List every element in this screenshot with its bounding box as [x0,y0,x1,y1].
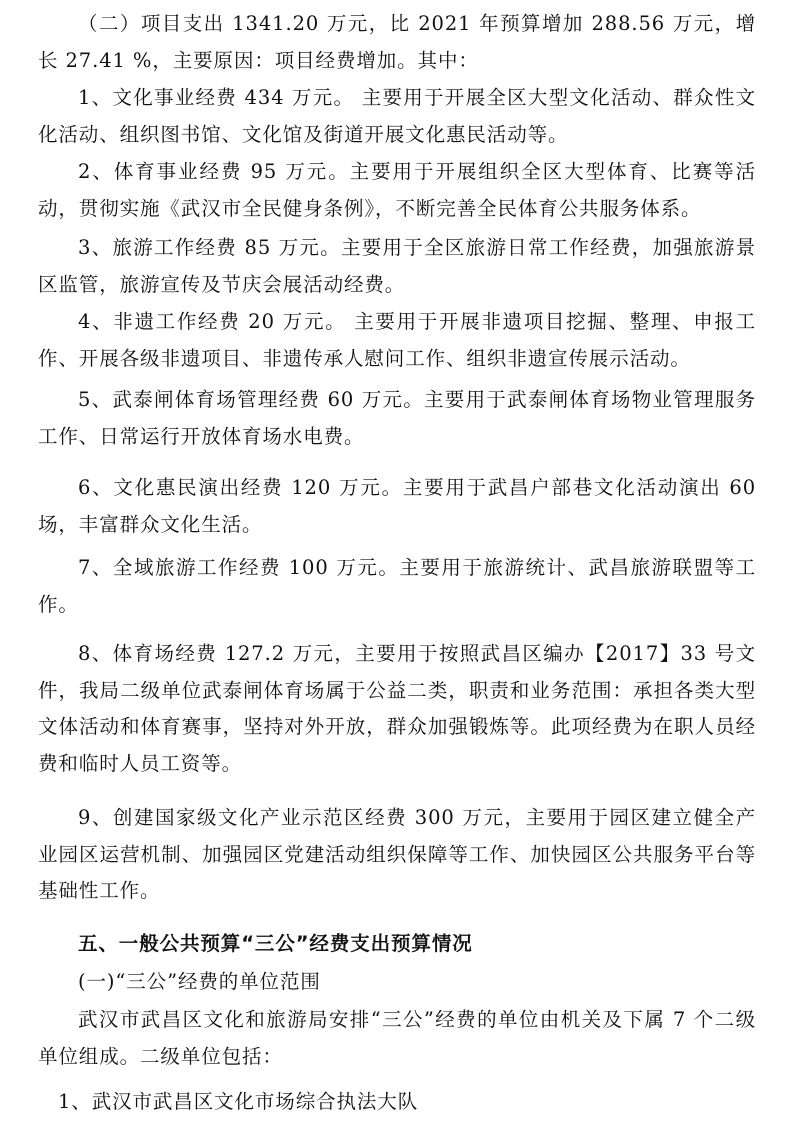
paragraph-item-6: 6、文化惠民演出经费 120 万元。主要用于武昌户部巷文化活动演出 60 场，丰富群众文化生活。 [38,476,756,536]
paragraph-item-9: 9、创建国家级文化产业示范区经费 300 万元，主要用于园区建立健全产业园区运营机制、加强园区党建活动组织保障等工作、加快园区公共服务平台等基础性工作。 [38,806,756,902]
paragraph-item-4: 4、非遗工作经费 20 万元。 主要用于开展非遗项目挖掘、整理、申报工作、开展各级非遗项目、非遗传承人慰问工作、组织非遗宣传展示活动。 [38,310,756,370]
paragraph-item-2: 2、体育事业经费 95 万元。主要用于开展组织全区大型体育、比赛等活动，贯彻实施《武汉市全民健身条例》，不断完善全民体育公共服务体系。 [38,160,756,220]
paragraph-item-3: 3、旅游工作经费 85 万元。主要用于全区旅游日常工作经费，加强旅游景区监管，旅游宣传及节庆会展活动经费。 [38,236,756,296]
paragraph-item-5: 5、武泰闸体育场管理经费 60 万元。主要用于武泰闸体育场物业管理服务工作、日常运行开放体育场水电费。 [38,388,756,448]
section-subheading: (一)“三公”经费的单位范围 [78,970,321,993]
section-heading: 五、一般公共预算“三公”经费支出预算情况 [78,932,473,955]
section-body: 武汉市武昌区文化和旅游局安排“三公”经费的单位由机关及下属 7 个二级单位组成。二级单位包括： [38,1008,756,1068]
paragraph-item-7: 7、全域旅游工作经费 100 万元。主要用于旅游统计、武昌旅游联盟等工作。 [38,556,756,616]
paragraph-item-1: 1、文化事业经费 434 万元。 主要用于开展全区大型文化活动、群众性文化活动、组织图书馆、文化馆及街道开展文化惠民活动等。 [38,86,756,146]
paragraph-item-8: 8、体育场经费 127.2 万元，主要用于按照武昌区编办【2017】33 号文件，我局二级单位武泰闸体育场属于公益二类，职责和业务范围：承担各类大型文体活动和体育赛事，坚持对外开放，群众加强锻炼等。此项经费为在职人员经费和临时人员工资等。 [38,642,756,775]
paragraph-project-expenditure: （二）项目支出 1341.20 万元，比 2021 年预算增加 288.56 万元，增长 27.41 %，主要原因：项目经费增加。其中： [38,12,756,72]
unit-list-item-1: 1、武汉市武昌区文化市场综合执法大队 [58,1090,419,1113]
